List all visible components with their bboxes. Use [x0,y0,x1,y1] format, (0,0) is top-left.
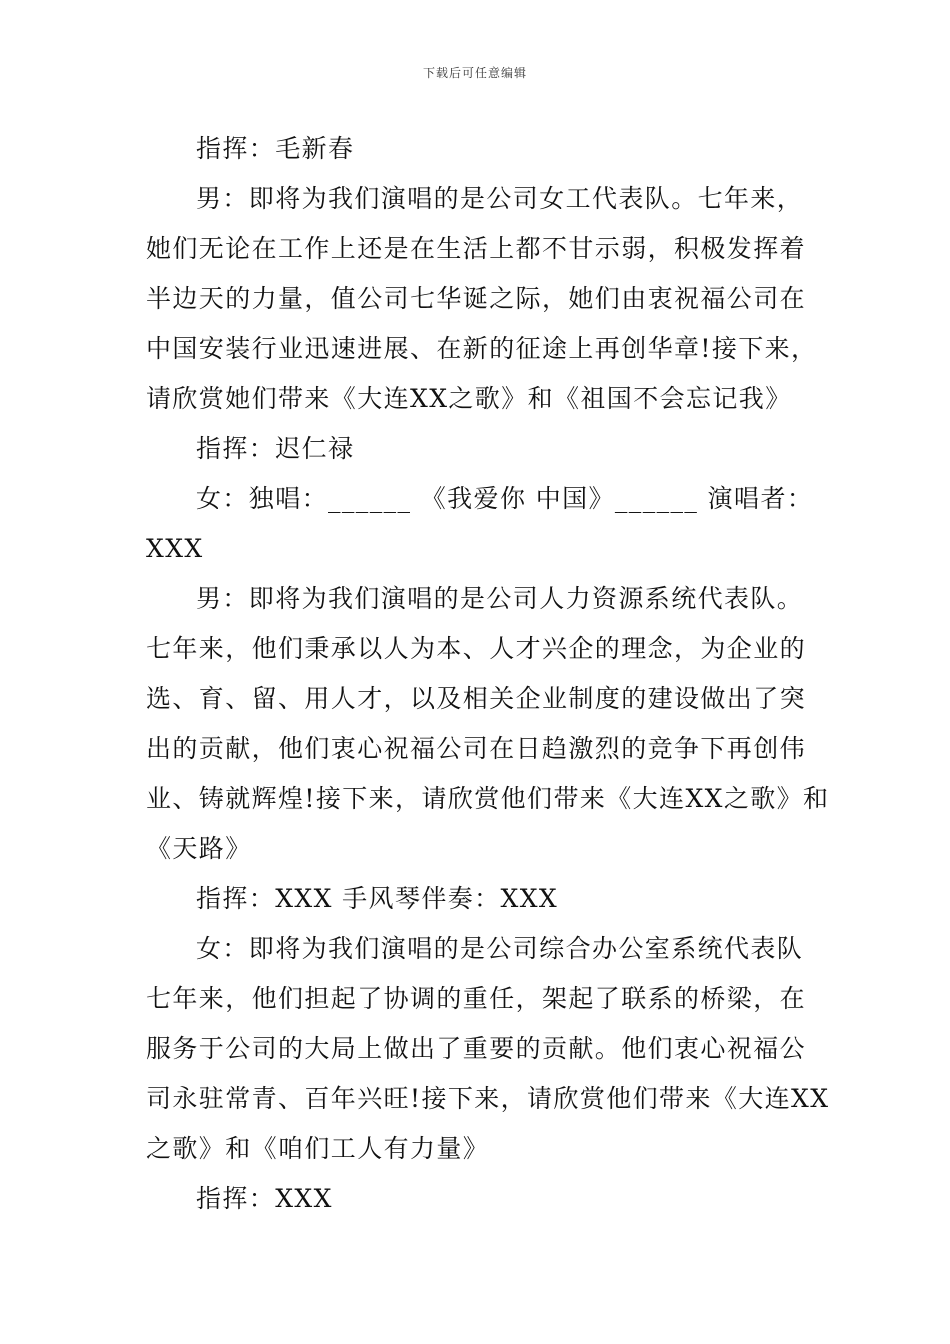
text-line: 指挥：迟仁禄 [196,434,355,463]
text-line: 司永驻常青、百年兴旺!接下来，请欣赏他们带来《大连XX [146,1084,830,1113]
text-line: 七年来，他们担起了协调的重任，架起了联系的桥梁，在 [146,984,807,1013]
text-line: 男：即将为我们演唱的是公司人力资源系统代表队。 [196,584,804,613]
text-line: 七年来，他们秉承以人为本、人才兴企的理念，为企业的 [146,634,807,663]
text-line: 服务于公司的大局上做出了重要的贡献。他们衷心祝福公 [146,1034,807,1063]
text-line: 中国安装行业迅速进展、在新的征途上再创华章!接下来， [146,334,818,363]
text-line: 指挥：XXX [196,1184,333,1213]
text-line: 选、育、留、用人才，以及相关企业制度的建设做出了突 [146,684,807,713]
text-line: 女：独唱：______ 《我爱你 中国》______ 演唱者： [196,484,814,513]
text-line: 业、铸就辉煌!接下来，请欣赏他们带来《大连XX之歌》和 [146,784,830,813]
text-line: 半边天的力量，值公司七华诞之际，她们由衷祝福公司在 [146,284,807,313]
document-body [146,124,830,1224]
text-line: 指挥：XXX 手风琴伴奏：XXX [196,884,559,913]
text-line: 请欣赏她们带来《大连XX之歌》和《祖国不会忘记我》 [146,384,792,413]
text-line: XXX [146,534,204,563]
text-line: 男：即将为我们演唱的是公司女工代表队。七年来， [196,184,804,213]
page-header: 下载后可任意编辑 [422,66,527,80]
text-line: 之歌》和《咱们工人有力量》 [146,1134,490,1163]
text-line: 《天路》 [146,834,252,863]
text-line: 指挥：毛新春 [196,134,355,163]
text-line: 她们无论在工作上还是在生活上都不甘示弱，积极发挥着 [146,234,807,263]
text-line: 出的贡献，他们衷心祝福公司在日趋激烈的竞争下再创伟 [146,734,807,763]
text-line: 女：即将为我们演唱的是公司综合办公室系统代表队 [196,934,804,963]
